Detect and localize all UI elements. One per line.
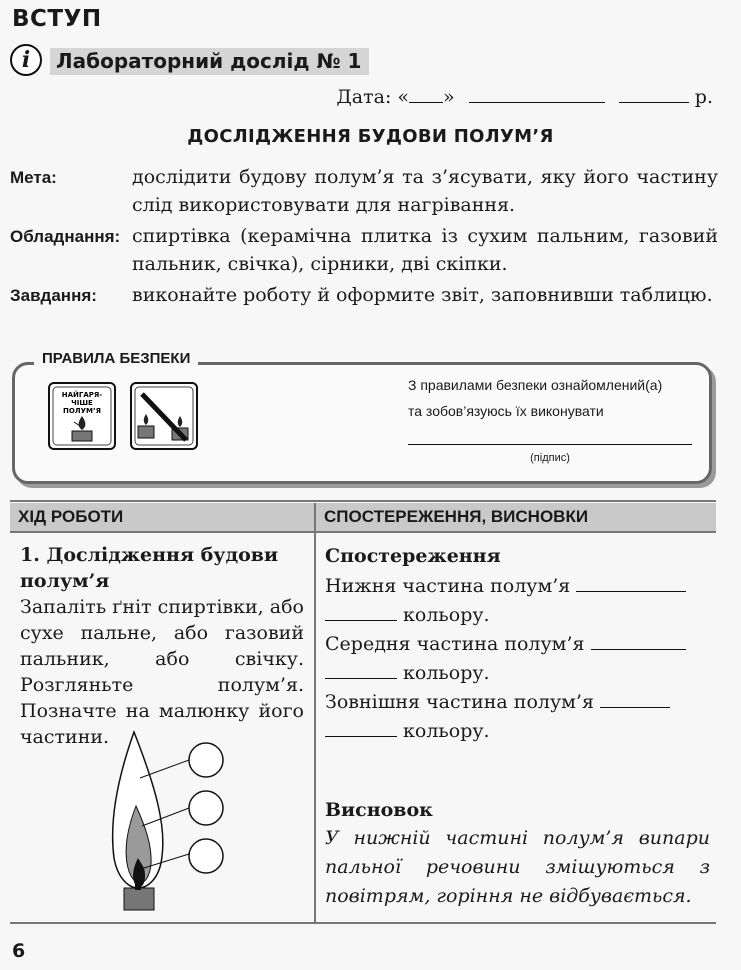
safety-ack-line1: З правилами безпеки ознайомлений(а) bbox=[408, 377, 663, 393]
date-year-blank[interactable] bbox=[619, 86, 689, 103]
safety-title: ПРАВИЛА БЕЗПЕКИ bbox=[34, 350, 198, 367]
observation-2-text: Середня частина полум’я bbox=[325, 633, 585, 655]
table-top-border bbox=[10, 500, 716, 502]
observation-1-blank2[interactable] bbox=[325, 604, 397, 621]
table-column-divider bbox=[314, 503, 316, 923]
task-label: Завдання: bbox=[10, 286, 97, 305]
info-icon bbox=[10, 44, 42, 76]
task-text: виконайте роботу й оформите звіт, заповнивши таблицю. bbox=[132, 284, 713, 306]
signature-label: (підпис) bbox=[530, 452, 570, 464]
observation-3-blank[interactable] bbox=[600, 691, 670, 708]
svg-text:ЧІШЕ: ЧІШЕ bbox=[71, 399, 93, 407]
observation-row-2 bbox=[325, 630, 710, 688]
table-header-border bbox=[10, 531, 716, 533]
date-line bbox=[336, 86, 713, 108]
equipment-label: Обладнання: bbox=[10, 227, 121, 246]
date-close-quote: » bbox=[443, 86, 455, 108]
goal-label: Мета: bbox=[10, 168, 57, 187]
col-header-procedure: ХІД РОБОТИ bbox=[18, 507, 124, 526]
observation-row-3 bbox=[325, 688, 710, 746]
step-title: 1. Дослідження будови полум’я bbox=[20, 544, 279, 592]
conclusion-text: У нижній частині полум’я випари пальної речовини змішуються з повітрям, горіння не відбувається. bbox=[325, 827, 710, 907]
safety-ack-line2: та зобов’язуюсь їх виконувати bbox=[408, 403, 604, 419]
flame-structure-icon bbox=[104, 728, 228, 912]
observation-3-text: Зовнішня частина полум’я bbox=[325, 691, 594, 713]
step-text: Запаліть ґніт спиртівки, або сухе пальне, або газовий пальник, або свічку. Розгляньте полум’я. Позначте на малюнку його частини. bbox=[20, 596, 304, 748]
col-header-observations: СПОСТЕРЕЖЕННЯ, ВИСНОВКИ bbox=[324, 507, 589, 526]
observation-1-suffix: кольору. bbox=[403, 604, 490, 626]
observation-title: Спостереження bbox=[325, 545, 501, 567]
section-title: ВСТУП bbox=[12, 6, 102, 32]
observation-2-blank[interactable] bbox=[591, 633, 686, 650]
observation-3-suffix: кольору. bbox=[403, 720, 490, 742]
conclusion-title: Висновок bbox=[325, 799, 433, 821]
date-label: Дата: « bbox=[336, 86, 410, 108]
lab-title: Лабораторний дослід № 1 bbox=[50, 48, 369, 75]
svg-text:ПОЛУМ’Я: ПОЛУМ’Я bbox=[62, 407, 102, 415]
work-title: ДОСЛІДЖЕННЯ БУДОВИ ПОЛУМ’Я bbox=[187, 126, 554, 147]
observation-row-1 bbox=[325, 572, 710, 630]
date-suffix: р. bbox=[694, 86, 713, 108]
date-day-blank[interactable] bbox=[409, 86, 443, 103]
observation-3-blank2[interactable] bbox=[325, 720, 397, 737]
safety-acknowledgement bbox=[408, 372, 662, 424]
flame-hottest-icon bbox=[48, 382, 116, 450]
no-lighting-from-lamp-icon bbox=[130, 382, 198, 450]
equipment-text: спиртівка (керамічна плитка із сухим пальним, газовий пальник, свічка), сірники, дві скіпки. bbox=[132, 225, 718, 275]
date-month-blank[interactable] bbox=[469, 86, 605, 103]
goal-text: дослідити будову полум’я та з’ясувати, яку його частину слід використовувати для нагрівання. bbox=[132, 166, 718, 216]
observation-1-text: Нижня частина полум’я bbox=[325, 575, 571, 597]
svg-text:НАЙГАРЯ-: НАЙГАРЯ- bbox=[61, 391, 103, 399]
observation-1-blank[interactable] bbox=[576, 575, 686, 592]
page-number: 6 bbox=[12, 940, 26, 962]
signature-line[interactable] bbox=[408, 444, 692, 445]
info-icon-letter: i bbox=[21, 47, 31, 73]
table-bottom-border bbox=[10, 922, 716, 924]
observation-2-blank2[interactable] bbox=[325, 662, 397, 679]
observation-2-suffix: кольору. bbox=[403, 662, 490, 684]
